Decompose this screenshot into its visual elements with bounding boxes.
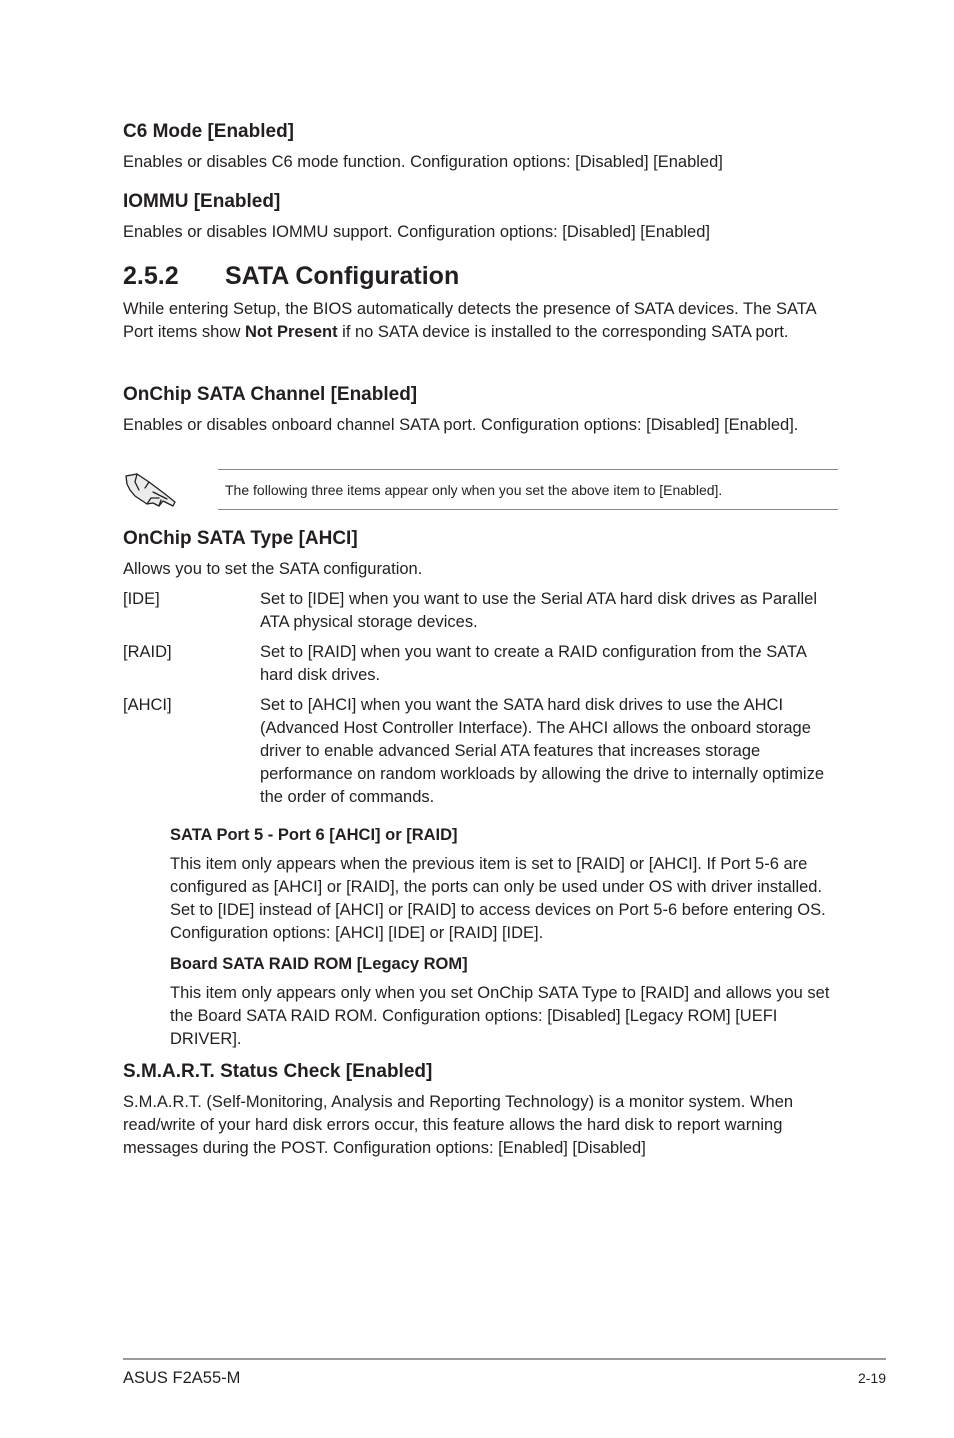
iommu-description: Enables or disables IOMMU support. Configuration options: [Disabled] [Enabled] <box>123 223 710 241</box>
onchip-sata-channel-description: Enables or disables onboard channel SATA port. Configuration options: [Disabled] [Enabled]. <box>123 416 799 434</box>
option-desc-raid: Set to [RAID] when you want to create a RAID configuration from the SATA hard disk drives. <box>260 643 806 684</box>
option-term-ahci: [AHCI] <box>123 696 172 714</box>
note-top-rule <box>218 469 838 470</box>
intro-not-present: Not Present <box>244 323 338 341</box>
section-title: SATA Configuration <box>225 262 460 290</box>
intro-text-end: if no SATA device is installed to the corresponding SATA port. <box>337 323 789 341</box>
sata-intro-paragraph <box>123 298 841 344</box>
note-bottom-rule <box>218 509 838 510</box>
footer-rule <box>123 1358 886 1360</box>
raid-rom-description: This item only appears only when you set OnChip SATA Type to [RAID] and allows you set the Board SATA RAID ROM. Configuration options: [Disabled] [Legacy ROM] [UEFI DRIVER]. <box>170 984 830 1048</box>
c6-mode-description: Enables or disables C6 mode function. Configuration options: [Disabled] [Enabled] <box>123 153 723 171</box>
sata-port56-heading: SATA Port 5 - Port 6 [AHCI] or [RAID] <box>170 826 458 844</box>
raid-rom-heading: Board SATA RAID ROM [Legacy ROM] <box>170 955 468 973</box>
onchip-sata-type-heading: OnChip SATA Type [AHCI] <box>123 528 358 549</box>
smart-heading: S.M.A.R.T. Status Check [Enabled] <box>123 1061 433 1082</box>
footer-page-number: 2-19 <box>857 1370 886 1386</box>
intro-text-start: While entering Setup, the BIOS automatically detects the presence of SATA devices. The SATA Port items show <box>123 300 816 341</box>
onchip-sata-type-description: Allows you to set the SATA configuration. <box>123 560 423 578</box>
option-desc-ide: Set to [IDE] when you want to use the Serial ATA hard disk drives as Parallel ATA physical storage devices. <box>260 590 818 631</box>
c6-mode-heading: C6 Mode [Enabled] <box>123 121 295 142</box>
note-text: The following three items appear only when you set the above item to [Enabled]. <box>225 482 723 498</box>
onchip-sata-channel-heading: OnChip SATA Channel [Enabled] <box>123 384 418 405</box>
sata-port56-description: This item only appears when the previous item is set to [RAID] or [AHCI]. If Port 5-6 are configured as [AHCI] or [RAID], the ports can only be used under OS with driver installed. Set to [IDE] instead of [AHCI] or [RAID] to access devices on Port 5-6 before entering OS. Configuration options: [AHCI] [IDE] or [RAID] [IDE]. <box>170 855 826 942</box>
smart-description: S.M.A.R.T. (Self-Monitoring, Analysis and Reporting Technology) is a monitor system. When read/write of your hard disk errors occur, this feature allows the hard disk to report warning messages during the POST. Configuration options: [Enabled] [Disabled] <box>123 1093 794 1157</box>
footer-product-name: ASUS F2A55-M <box>123 1369 241 1387</box>
pointing-hand-icon <box>123 468 179 514</box>
option-desc-ahci: Set to [AHCI] when you want the SATA hard disk drives to use the AHCI (Advanced Host Controller Interface). The AHCI allows the onboard storage driver to enable advanced Serial ATA features that increases storage performance on random workloads by allowing the drive to internally optimize the order of commands. <box>260 696 825 806</box>
option-term-raid: [RAID] <box>123 643 172 661</box>
section-number: 2.5.2 <box>123 262 179 290</box>
iommu-heading: IOMMU [Enabled] <box>123 191 281 212</box>
option-term-ide: [IDE] <box>123 590 160 608</box>
